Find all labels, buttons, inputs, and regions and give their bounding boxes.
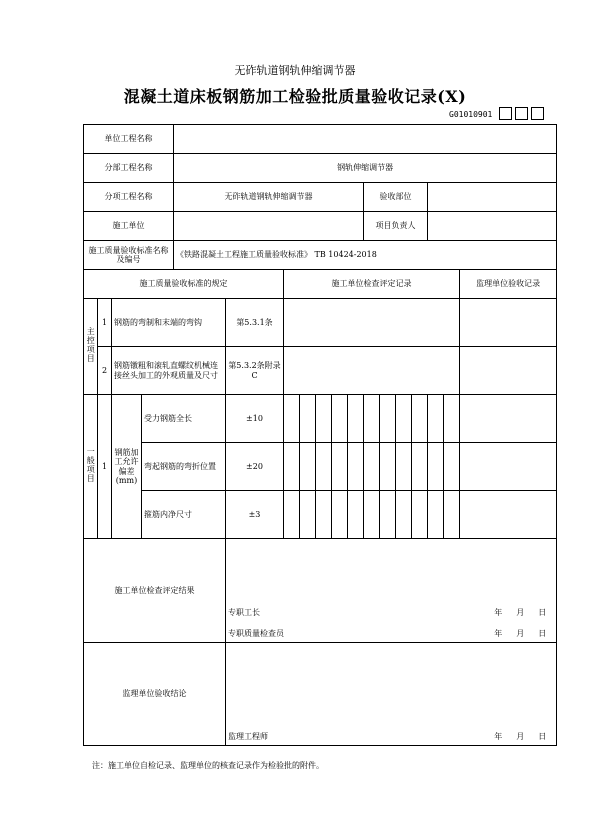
measure-cell[interactable]: [428, 395, 444, 443]
general-item-tolerance: ±20: [226, 443, 284, 491]
measure-cell[interactable]: [300, 395, 316, 443]
measure-cell[interactable]: [412, 443, 428, 491]
measure-cell[interactable]: [284, 443, 300, 491]
project-lead-value[interactable]: [428, 212, 557, 241]
general-item-tolerance: ±3: [226, 491, 284, 539]
measure-cell[interactable]: [428, 443, 444, 491]
main-item-construction-record[interactable]: [284, 347, 460, 395]
measure-cell[interactable]: [300, 443, 316, 491]
measure-cell[interactable]: [364, 443, 380, 491]
measure-cell[interactable]: [284, 395, 300, 443]
general-item-desc: 受力钢筋全长: [142, 395, 226, 443]
measure-cell[interactable]: [364, 491, 380, 539]
foreman-date: 年 月 日: [494, 607, 547, 617]
unit-project-label: 单位工程名称: [84, 125, 174, 154]
supervision-area[interactable]: [226, 643, 557, 746]
subitem-label: 分项工程名称: [84, 183, 174, 212]
unit-project-value[interactable]: [174, 125, 557, 154]
main-item-supervision-record[interactable]: [460, 299, 557, 347]
general-item-supervision-record[interactable]: [460, 395, 557, 443]
code-box-2[interactable]: [515, 107, 528, 120]
measure-cell[interactable]: [332, 443, 348, 491]
subitem-value[interactable]: 无砟轨道钢轨伸缩调节器: [174, 183, 364, 212]
measure-cell[interactable]: [396, 443, 412, 491]
footnote: 注：施工单位自检记录、监理单位的核查记录作为检验批的附件。: [92, 761, 324, 770]
construction-unit-label: 施工单位: [84, 212, 174, 241]
general-item-no: 1: [98, 395, 112, 539]
form-title: 混凝土道床板钢筋加工检验批质量验收记录(X): [123, 87, 467, 106]
measure-cell[interactable]: [316, 443, 332, 491]
spec-column-header: 施工质量验收标准的规定: [84, 270, 284, 299]
main-item-no: 2: [98, 347, 112, 395]
code-box-1[interactable]: [499, 107, 512, 120]
construction-eval-label: 施工单位检查评定结果: [84, 539, 226, 643]
general-item-desc: 弯起钢筋的弯折位置: [142, 443, 226, 491]
main-item-desc: 钢筋镦粗和滚轧直螺纹机械连接丝头加工的外观质量及尺寸: [112, 347, 226, 395]
measure-cell[interactable]: [412, 395, 428, 443]
construction-record-header: 施工单位检查评定记录: [284, 270, 460, 299]
measure-cell[interactable]: [380, 491, 396, 539]
measure-cell[interactable]: [444, 443, 460, 491]
inspector-label: 专职质量检查员: [228, 628, 284, 638]
measure-cell[interactable]: [332, 395, 348, 443]
main-items-group-label: 主控项目: [84, 299, 98, 395]
main-item-desc: 钢筋的弯制和末端的弯钩: [112, 299, 226, 347]
measure-cell[interactable]: [412, 491, 428, 539]
standard-label: 施工质量验收标准名称及编号: [84, 241, 174, 270]
measure-cell[interactable]: [348, 491, 364, 539]
measure-cell[interactable]: [348, 395, 364, 443]
measure-cell[interactable]: [364, 395, 380, 443]
inspector-date: 年 月 日: [494, 628, 547, 638]
measure-cell[interactable]: [316, 395, 332, 443]
form-code: G01010901: [449, 110, 493, 119]
general-item-sub-label: 钢筋加工允许偏差(mm): [112, 395, 142, 539]
engineer-date: 年 月 日: [494, 731, 547, 741]
measure-cell[interactable]: [396, 491, 412, 539]
construction-unit-value[interactable]: [174, 212, 364, 241]
division-value[interactable]: 钢轨伸缩调节器: [174, 154, 557, 183]
engineer-label: 监理工程师: [228, 731, 268, 741]
general-item-supervision-record[interactable]: [460, 443, 557, 491]
main-item-no: 1: [98, 299, 112, 347]
measure-cell[interactable]: [348, 443, 364, 491]
measure-cell[interactable]: [332, 491, 348, 539]
general-item-supervision-record[interactable]: [460, 491, 557, 539]
standard-value[interactable]: 《铁路混凝土工程施工质量验收标准》 TB 10424-2018: [174, 241, 557, 270]
measure-cell[interactable]: [444, 491, 460, 539]
inspection-form-table: [83, 124, 557, 746]
measure-cell[interactable]: [396, 395, 412, 443]
measure-cell[interactable]: [300, 491, 316, 539]
general-items-group-label: 一般项目: [84, 395, 98, 539]
project-lead-label: 项目负责人: [364, 212, 428, 241]
measure-cell[interactable]: [428, 491, 444, 539]
measure-cell[interactable]: [444, 395, 460, 443]
division-label: 分部工程名称: [84, 154, 174, 183]
measure-cell[interactable]: [316, 491, 332, 539]
foreman-label: 专职工长: [228, 607, 260, 617]
construction-eval-area[interactable]: [226, 539, 557, 643]
acceptance-part-value[interactable]: [428, 183, 557, 212]
general-item-tolerance: ±10: [226, 395, 284, 443]
supervision-label: 监理单位验收结论: [84, 643, 226, 746]
measure-cell[interactable]: [380, 395, 396, 443]
supervision-record-header: 监理单位验收记录: [460, 270, 557, 299]
acceptance-part-label: 验收部位: [364, 183, 428, 212]
main-item-clause: 第5.3.1条: [226, 299, 284, 347]
main-item-construction-record[interactable]: [284, 299, 460, 347]
main-item-clause: 第5.3.2条附录C: [226, 347, 284, 395]
form-subtitle: 无砟轨道钢轨伸缩调节器: [234, 64, 356, 77]
code-box-3[interactable]: [531, 107, 544, 120]
general-item-desc: 箍筋内净尺寸: [142, 491, 226, 539]
main-item-supervision-record[interactable]: [460, 347, 557, 395]
measure-cell[interactable]: [380, 443, 396, 491]
measure-cell[interactable]: [284, 491, 300, 539]
